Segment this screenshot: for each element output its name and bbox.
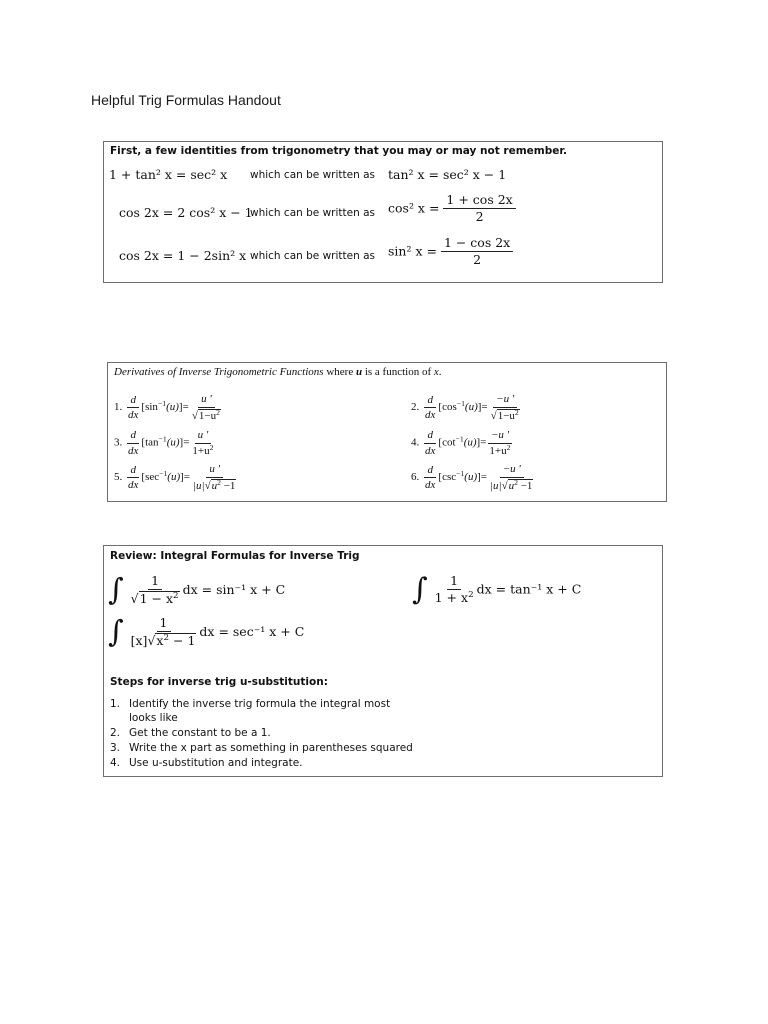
- derivative-5-ddx: [125, 464, 141, 492]
- derivative-6-ddx: [422, 464, 438, 492]
- derivative-1-inverse: −1: [157, 398, 167, 408]
- derivative-1-equals: =: [182, 401, 189, 414]
- integral-arcsin-denominator: 1 − x: [139, 591, 174, 607]
- identity-3-right: [388, 236, 513, 268]
- integral-arcsec-abs: [x]: [130, 633, 148, 649]
- derivative-4-result: [486, 429, 513, 457]
- integral-arctan-fraction: [432, 574, 477, 606]
- derivative-2-number: 2.: [411, 401, 420, 414]
- ddx-denominator: dx: [128, 409, 139, 422]
- derivative-3-equals: =: [183, 436, 190, 449]
- derivative-2: 2. $\frac{d}{dx}$ $[\cos^{-1}(u)]=$ $\frac{-u '}{√1-u^2}$: [411, 393, 523, 422]
- integral-arcsec-numerator: 1: [157, 616, 171, 632]
- step-4: [110, 757, 303, 769]
- integral-arcsec-fraction: $\frac{1}{[x]√x^2 - 1}$: [130, 615, 196, 649]
- derivative-5-result-num: u ': [206, 463, 223, 478]
- ddx-denominator: dx: [128, 479, 139, 492]
- derivative-1-result-num: u ': [198, 393, 215, 408]
- step-2-text: Get the constant to be a 1.: [129, 727, 271, 739]
- derivatives-box: [107, 362, 667, 502]
- derivative-5-inverse: −1: [159, 468, 168, 478]
- integral-arcsec-tail: − 1: [169, 633, 196, 649]
- derivative-3-result-den: 1+u: [192, 444, 210, 457]
- derivative-5: 5. $\frac{d}{dx}$ $[\sec^{-1}(u)]=$ $\frac{u '}{|u|√u^2 -1}$: [114, 463, 239, 492]
- integral-arctan-numerator: 1: [447, 574, 461, 590]
- derivative-6-result: $\frac{-u '}{|u|√u^2 -1}$: [490, 463, 533, 492]
- integral-arctan-denominator: 1 + x: [434, 590, 469, 606]
- derivative-2-result-den: 1−u: [497, 409, 515, 422]
- derivative-4-result-den: 1+u: [489, 444, 507, 457]
- page-title: Helpful Trig Formulas Handout: [91, 92, 281, 108]
- derivative-5-arg: (u): [167, 471, 181, 484]
- identity-3-numerator: 1 − cos 2x: [441, 236, 513, 252]
- identity-2-right-lhs: cos² x =: [388, 200, 440, 216]
- step-2-number: 2.: [110, 727, 121, 739]
- derivative-4: 4. $\frac{d}{dx}$ $[\cot^{-1}(u)]=$ $\frac{-u '}{1+u^2}$: [411, 429, 513, 457]
- identities-box: [103, 141, 663, 283]
- derivative-5-result: $\frac{u '}{|u|√u^2 -1}$: [193, 463, 236, 492]
- derivative-6: 6. $\frac{d}{dx}$ $[\csc^{-1}(u)]=$ $\frac{-u '}{|u|√u^2 -1}$: [411, 463, 536, 492]
- derivative-3-result: [189, 429, 216, 457]
- derivatives-heading-u: u: [355, 366, 363, 378]
- ddx-numerator: d: [127, 429, 139, 444]
- integral-sign: ∫: [108, 572, 124, 608]
- derivatives-heading-italic: Derivatives of Inverse Trigonometric Functions: [114, 366, 324, 378]
- derivative-4-number: 4.: [411, 436, 420, 449]
- integral-arcsec: [108, 616, 304, 649]
- identities-heading: First, a few identities from trigonometry that you may or may not remember.: [110, 145, 568, 157]
- derivative-2-arg: (u): [464, 401, 478, 414]
- step-1-text: Identify the inverse trig formula the integral most: [129, 698, 391, 710]
- derivative-2-result: $\frac{-u '}{√1-u^2}$: [490, 393, 519, 422]
- derivative-3-result-num: u ': [195, 429, 212, 444]
- derivative-5-result-root: u: [211, 479, 218, 492]
- integral-arcsin: [108, 574, 285, 607]
- derivative-6-arg: (u): [464, 471, 478, 484]
- ddx-denominator: dx: [425, 444, 436, 457]
- derivative-4-result-pow: 2: [506, 442, 511, 452]
- identity-2-denominator: 2: [475, 209, 484, 225]
- derivative-6-result-num: −u ': [500, 463, 524, 478]
- step-3-text: Write the x part as something in parentheses squared: [129, 742, 413, 754]
- derivative-6-result-abs: |u|: [490, 479, 502, 492]
- ddx-numerator: d: [424, 394, 436, 409]
- ddx-numerator: d: [424, 429, 436, 444]
- integral-sign: ∫: [412, 571, 428, 607]
- identity-3-fraction: [441, 236, 513, 268]
- derivative-5-function: sec: [145, 471, 160, 484]
- identity-1-left: 1 + tan² x = sec² x: [109, 167, 228, 182]
- derivative-6-function: csc: [442, 471, 457, 484]
- derivative-5-number: 5.: [114, 471, 123, 484]
- identity-2-left: cos 2x = 2 cos² x − 1: [119, 205, 253, 220]
- identity-3-denominator: 2: [473, 252, 482, 268]
- ddx-denominator: dx: [425, 409, 436, 422]
- derivative-4-inverse: −1: [455, 434, 464, 444]
- ddx-numerator: d: [424, 464, 436, 479]
- identity-2-right: [388, 193, 516, 225]
- derivative-3-inverse: −1: [158, 434, 167, 444]
- derivative-5-result-pow: 2: [217, 477, 221, 487]
- derivative-6-result-tail: −1: [517, 479, 533, 492]
- derivative-6-equals: =: [480, 471, 488, 484]
- derivative-4-ddx: [422, 429, 438, 457]
- integral-arctan-result: dx = tan⁻¹ x + C: [476, 581, 582, 597]
- integral-sign: ∫: [108, 614, 124, 650]
- derivatives-heading-x: x: [433, 366, 439, 378]
- integral-arcsec-power: 2: [163, 633, 170, 644]
- derivative-2-function: cos: [442, 401, 457, 414]
- derivative-4-result-num: −u ': [488, 429, 512, 444]
- derivative-3-result-pow: 2: [209, 442, 214, 452]
- derivative-2-result-pow: 2: [514, 407, 519, 417]
- ddx-denominator: dx: [425, 479, 436, 492]
- integrals-heading: Review: Integral Formulas for Inverse Trig: [110, 550, 360, 562]
- ddx-numerator: d: [127, 464, 139, 479]
- step-1-number: 1.: [110, 698, 121, 710]
- derivative-2-inverse: −1: [456, 398, 465, 408]
- ddx-denominator: dx: [128, 444, 139, 457]
- ddx-numerator: d: [127, 394, 139, 409]
- integral-arcsin-power: 2: [173, 591, 179, 602]
- derivative-3-arg: (u): [166, 436, 180, 449]
- step-3-number: 3.: [110, 742, 121, 754]
- derivative-1-arg: (u): [166, 401, 179, 414]
- derivatives-heading-period: .: [438, 366, 442, 378]
- identity-2-connector: which can be written as: [250, 207, 376, 219]
- integral-arcsin-result: dx = sin⁻¹ x + C: [182, 581, 286, 597]
- integral-arctan-power: 2: [468, 590, 474, 601]
- identity-2-fraction: [443, 193, 515, 225]
- step-2: [110, 727, 271, 739]
- integral-arcsin-fraction: $\frac{1}{√1 - x^2}$: [130, 573, 179, 607]
- derivative-6-result-pow: 2: [514, 477, 518, 487]
- step-1: [110, 697, 390, 725]
- derivative-1-number: 1.: [114, 401, 123, 414]
- step-1-text-continued: looks like: [129, 712, 178, 724]
- derivative-6-number: 6.: [411, 471, 420, 484]
- integral-arctan: [412, 571, 582, 607]
- derivative-3-ddx: [125, 429, 141, 457]
- derivative-2-equals: =: [481, 401, 488, 414]
- derivative-1-result: $\frac{u '}{√1-u^2}$: [191, 393, 220, 422]
- derivative-6-inverse: −1: [456, 468, 465, 478]
- derivative-4-function: cot: [442, 436, 456, 449]
- derivative-1: 1. $\frac{d}{dx}$ $[\sin^{-1}(u)]=$ $\frac{u '}{√1-u^2}$: [114, 393, 224, 422]
- identity-3-left: cos 2x = 1 − 2sin² x: [119, 248, 247, 263]
- integral-arcsin-numerator: 1: [148, 574, 162, 590]
- derivative-2-ddx: [422, 394, 438, 422]
- identity-1-connector: which can be written as: [250, 169, 376, 181]
- identity-1-right: tan² x = sec² x − 1: [388, 167, 507, 182]
- integrals-box: [103, 545, 663, 777]
- derivative-1-ddx: [125, 394, 141, 422]
- identity-3-right-lhs: sin² x =: [388, 243, 437, 259]
- identity-2-numerator: 1 + cos 2x: [443, 193, 515, 209]
- derivatives-heading: [114, 366, 442, 378]
- steps-heading: Steps for inverse trig u-substitution:: [110, 676, 328, 688]
- derivative-1-function: sin: [145, 401, 158, 414]
- derivative-5-result-tail: −1: [220, 479, 236, 492]
- derivative-4-equals: =: [480, 436, 487, 449]
- derivative-3: 3. $\frac{d}{dx}$ $[\tan^{-1}(u)]=$ $\frac{u '}{1+u^2}$: [114, 429, 216, 457]
- derivative-2-result-num: −u ': [493, 393, 517, 408]
- derivative-6-result-root: u: [508, 479, 515, 492]
- derivative-1-result-pow: 2: [216, 407, 220, 417]
- integral-arcsec-result: dx = sec⁻¹ x + C: [199, 623, 305, 639]
- step-4-number: 4.: [110, 757, 121, 769]
- derivatives-heading-function: is a function of: [362, 366, 434, 378]
- step-4-text: Use u-substitution and integrate.: [129, 757, 303, 769]
- derivatives-heading-where: where: [323, 366, 356, 378]
- derivative-3-function: tan: [145, 436, 159, 449]
- derivative-1-result-den: 1−u: [198, 409, 217, 422]
- derivative-5-result-abs: |u|: [193, 479, 205, 492]
- identity-3-connector: which can be written as: [250, 250, 376, 262]
- derivative-4-arg: (u): [463, 436, 477, 449]
- derivative-5-equals: =: [183, 471, 191, 484]
- derivative-3-number: 3.: [114, 436, 123, 449]
- step-3: [110, 742, 413, 754]
- integral-arcsec-root: x: [156, 633, 164, 649]
